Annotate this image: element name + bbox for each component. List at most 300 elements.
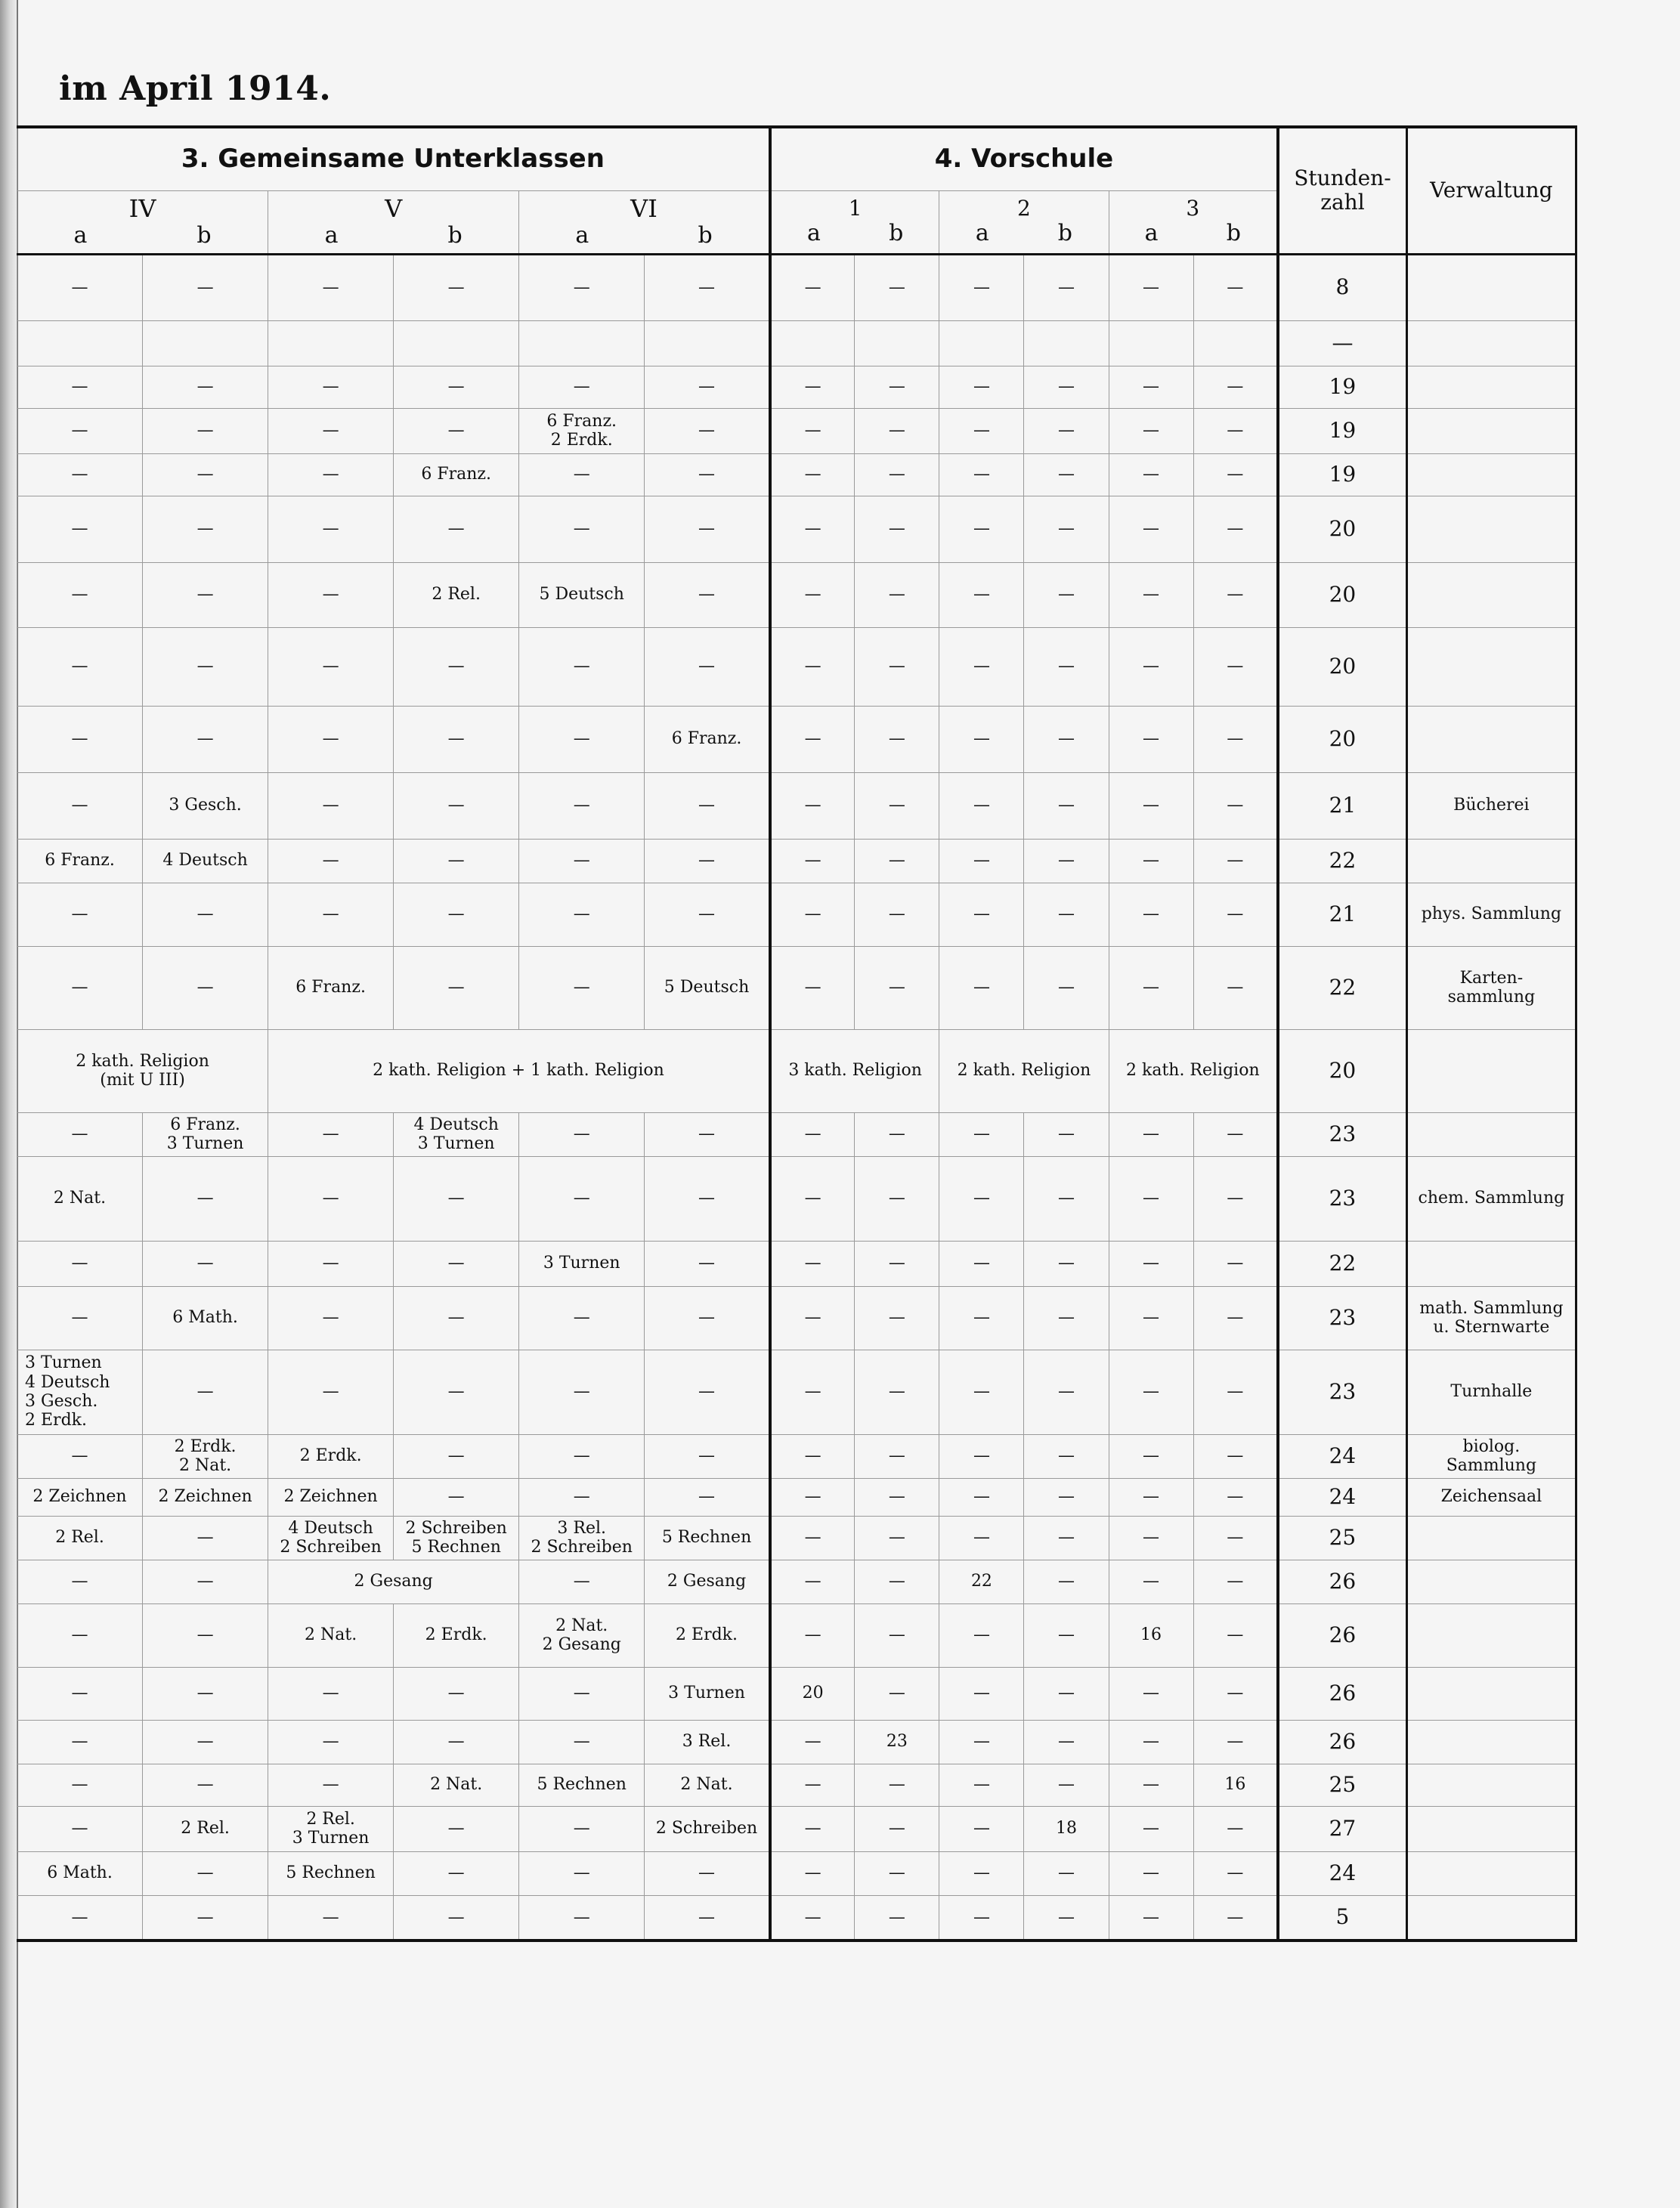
cell-vi-b: 5 Deutsch — [645, 946, 770, 1029]
cell-vi-a: — — [519, 366, 645, 408]
cell-vs2-b: — — [1024, 627, 1109, 706]
cell-vs2-b: — — [1024, 453, 1109, 496]
cell-iv-b: 3 Gesch. — [143, 772, 268, 839]
cell-vi-a: — — [519, 706, 645, 772]
cell-vs3-a: — — [1109, 627, 1193, 706]
cell-vi-b: 5 Rechnen — [645, 1516, 770, 1560]
cell-vorschule-2-religion: 2 kath. Religion — [939, 1029, 1109, 1112]
cell-vs2-b: — — [1024, 946, 1109, 1029]
verwaltung-value — [1406, 1851, 1576, 1895]
stundenzahl-value: — — [1278, 320, 1406, 366]
cell-vs2-b: — — [1024, 1350, 1109, 1434]
cell-vs2-b: — — [1024, 1667, 1109, 1720]
cell-vs3-a: — — [1109, 1241, 1193, 1286]
verwaltung-value — [1406, 1603, 1576, 1667]
cell-vi-b: — — [645, 562, 770, 627]
cell-vi-a: — — [519, 1720, 645, 1764]
cell-v-a: — — [268, 1720, 394, 1764]
cell-vs3-a — [1109, 320, 1193, 366]
cell-vs1-b: — — [855, 254, 939, 320]
cell-vs2-a: — — [939, 946, 1024, 1029]
verwaltung-value — [1406, 408, 1576, 453]
stundenzahl-value: 5 — [1278, 1895, 1406, 1941]
cell-vs1-b: — — [855, 1112, 939, 1156]
cell-v-b: 2 Erdk. — [394, 1603, 519, 1667]
cell-vs2-a: — — [939, 1603, 1024, 1667]
cell-iv-b: 2 Zeichnen — [143, 1478, 268, 1516]
class-iv-a: a — [73, 221, 88, 249]
table-row — [17, 883, 1576, 946]
cell-vs1-a: — — [770, 1516, 855, 1560]
table-row — [17, 946, 1576, 1029]
cell-vi-b: — — [645, 1350, 770, 1434]
cell-v-a: — — [268, 1350, 394, 1434]
cell-vi-a: — — [519, 772, 645, 839]
cell-iv-b: 2 Erdk. 2 Nat. — [143, 1434, 268, 1478]
cell-vi-a: — — [519, 496, 645, 562]
cell-vorschule-1: — — [770, 1560, 855, 1603]
cell-vs3-b: — — [1193, 366, 1278, 408]
cell-iv-b: — — [143, 1851, 268, 1895]
stundenzahl-value: 27 — [1278, 1806, 1406, 1851]
table-row — [17, 408, 1576, 453]
cell-vs1-a: — — [770, 946, 855, 1029]
cell-vs3-b: — — [1193, 1603, 1278, 1667]
cell-v-a: — — [268, 1286, 394, 1350]
cell-iv-a: 3 Turnen 4 Deutsch 3 Gesch. 2 Erdk. — [17, 1350, 143, 1434]
cell-vs3-b: — — [1193, 1895, 1278, 1941]
cell-vs2-a: — — [939, 254, 1024, 320]
cell-iv-a: — — [17, 1895, 143, 1941]
cell-vs3-b: — — [1193, 706, 1278, 772]
verwaltung-value — [1406, 1112, 1576, 1156]
table-row — [17, 1806, 1576, 1851]
stundenzahl-value: 25 — [1278, 1764, 1406, 1806]
cell-v-b: — — [394, 366, 519, 408]
cell-vs2-b: — — [1024, 839, 1109, 883]
cell-vs1-b: — — [855, 946, 939, 1029]
cell-vs1-b: — — [855, 562, 939, 627]
cell-v-a: — — [268, 706, 394, 772]
cell-iv-b: — — [143, 946, 268, 1029]
cell-vs3-a: — — [1109, 1851, 1193, 1895]
vorschule-2-b: b — [1057, 220, 1072, 247]
table-row — [17, 1560, 1576, 1603]
cell-iv-a: 6 Franz. — [17, 839, 143, 883]
group-vorschule: 4. Vorschule — [770, 127, 1278, 190]
cell-vi-b: 3 Rel. — [645, 1720, 770, 1764]
cell-vi-b: 2 Nat. — [645, 1764, 770, 1806]
stundenzahl-value: 22 — [1278, 946, 1406, 1029]
cell-vs3-a: — — [1109, 1350, 1193, 1434]
cell-vi-b: — — [645, 1434, 770, 1478]
cell-vs3-b: — — [1193, 408, 1278, 453]
cell-v-b: — — [394, 408, 519, 453]
cell-iv-b: — — [143, 1156, 268, 1241]
verwaltung-value — [1406, 366, 1576, 408]
cell-vi-a: — — [519, 883, 645, 946]
cell-v-a: — — [268, 627, 394, 706]
table-row — [17, 453, 1576, 496]
cell-vs2-b — [1024, 320, 1109, 366]
stundenzahl-value: 19 — [1278, 366, 1406, 408]
cell-vs1-b: — — [855, 1667, 939, 1720]
cell-v-b: 2 Schreiben 5 Rechnen — [394, 1516, 519, 1560]
cell-vi-b: — — [645, 883, 770, 946]
stundenzahl-header-line1: Stunden- — [1294, 165, 1391, 191]
cell-v-a: — — [268, 1667, 394, 1720]
cell-vs2-a: — — [939, 1720, 1024, 1764]
cell-iv-b: — — [143, 1560, 268, 1603]
cell-v-a: — — [268, 453, 394, 496]
cell-vi-b: 2 Gesang — [645, 1560, 770, 1603]
cell-vs1-b: — — [855, 366, 939, 408]
cell-iv-b: — — [143, 453, 268, 496]
cell-vi-a: 2 Nat. 2 Gesang — [519, 1603, 645, 1667]
cell-vs3-a: — — [1109, 1516, 1193, 1560]
cell-iv-b: — — [143, 562, 268, 627]
cell-vs3-b: — — [1193, 1241, 1278, 1286]
cell-v-a: — — [268, 408, 394, 453]
verwaltung-value — [1406, 839, 1576, 883]
cell-vs1-b: — — [855, 1478, 939, 1516]
cell-v-a: 2 Nat. — [268, 1603, 394, 1667]
header-groups-row — [17, 127, 1576, 190]
cell-v-a: — — [268, 562, 394, 627]
vorschule-1-a: a — [806, 220, 821, 247]
vorschule-2-label: 2 — [1017, 196, 1031, 221]
cell-vs1-a: — — [770, 1895, 855, 1941]
cell-v-a: — — [268, 1895, 394, 1941]
cell-vs1-a: — — [770, 627, 855, 706]
cell-iv-a — [17, 320, 143, 366]
cell-iv-a: — — [17, 1286, 143, 1350]
cell-vi-a: 3 Rel. 2 Schreiben — [519, 1516, 645, 1560]
verwaltung-value — [1406, 1806, 1576, 1851]
vorschule-3-header — [1109, 190, 1278, 254]
verwaltung-value — [1406, 1720, 1576, 1764]
cell-vs1-a — [770, 320, 855, 366]
cell-vi-a: — — [519, 627, 645, 706]
cell-vs3-b: — — [1193, 1434, 1278, 1478]
cell-vs1-b: — — [855, 883, 939, 946]
cell-v-a: 4 Deutsch 2 Schreiben — [268, 1516, 394, 1560]
cell-v-b: — — [394, 1350, 519, 1434]
cell-vs1-b: — — [855, 627, 939, 706]
cell-vi-b: 2 Erdk. — [645, 1603, 770, 1667]
cell-vs3-a: 16 — [1109, 1603, 1193, 1667]
cell-vi-b: — — [645, 1895, 770, 1941]
cell-v-b: 2 Rel. — [394, 562, 519, 627]
cell-vs1-b: — — [855, 1241, 939, 1286]
cell-v-a — [268, 320, 394, 366]
cell-vs2-b: — — [1024, 1434, 1109, 1478]
verwaltung-value: Bücherei — [1406, 772, 1576, 839]
stundenzahl-header — [1278, 127, 1406, 254]
cell-vs1-b: — — [855, 453, 939, 496]
stundenzahl-value: 19 — [1278, 453, 1406, 496]
cell-vs3-a: — — [1109, 408, 1193, 453]
cell-iv-a: — — [17, 1603, 143, 1667]
table-row — [17, 1286, 1576, 1350]
verwaltung-value — [1406, 254, 1576, 320]
cell-v-b: — — [394, 1720, 519, 1764]
verwaltung-value: math. Sammlung u. Sternwarte — [1406, 1286, 1576, 1350]
cell-vs2-b: — — [1024, 366, 1109, 408]
cell-vi-b: — — [645, 1156, 770, 1241]
table-row — [17, 1350, 1576, 1434]
cell-vs2-a: — — [939, 839, 1024, 883]
verwaltung-value — [1406, 1895, 1576, 1941]
cell-vs3-a: — — [1109, 1895, 1193, 1941]
cell-iv-b: — — [143, 883, 268, 946]
cell-iv-a: — — [17, 627, 143, 706]
group-gemeinsame-unterklassen: 3. Gemeinsame Unterklassen — [17, 127, 770, 190]
cell-vs1-a: — — [770, 408, 855, 453]
verwaltung-value — [1406, 1764, 1576, 1806]
cell-vi-b: 6 Franz. — [645, 706, 770, 772]
cell-v-gesang: 2 Gesang — [268, 1560, 519, 1603]
cell-iv-a: — — [17, 408, 143, 453]
cell-vs1-a: — — [770, 1286, 855, 1350]
cell-iv-a: — — [17, 562, 143, 627]
table-row — [17, 1895, 1576, 1941]
cell-vs1-b: — — [855, 1350, 939, 1434]
verwaltung-value — [1406, 320, 1576, 366]
cell-iv-b: — — [143, 408, 268, 453]
cell-v-b: — — [394, 496, 519, 562]
cell-vs2-b: — — [1024, 772, 1109, 839]
vorschule-1-b: b — [889, 220, 904, 247]
cell-vs2-b: — — [1024, 254, 1109, 320]
cell-vs3-b: — — [1193, 1806, 1278, 1851]
cell-iv-b — [143, 320, 268, 366]
cell-iv-a: — — [17, 496, 143, 562]
cell-vs3-a: — — [1109, 1667, 1193, 1720]
cell-v-b: — — [394, 946, 519, 1029]
cell-vi-a: 3 Turnen — [519, 1241, 645, 1286]
cell-vs1-a: — — [770, 1434, 855, 1478]
cell-v-b: 2 Nat. — [394, 1764, 519, 1806]
cell-vs3-b: — — [1193, 627, 1278, 706]
cell-vs3-a: — — [1109, 1156, 1193, 1241]
cell-iv-a: — — [17, 706, 143, 772]
cell-vs2-b: — — [1024, 408, 1109, 453]
cell-v-b: — — [394, 772, 519, 839]
verwaltung-value: biolog. Sammlung — [1406, 1434, 1576, 1478]
cell-vs1-a: — — [770, 1156, 855, 1241]
cell-vs2-a: — — [939, 496, 1024, 562]
stundenzahl-value: 26 — [1278, 1560, 1406, 1603]
cell-v-b: 4 Deutsch 3 Turnen — [394, 1112, 519, 1156]
cell-vi-b: — — [645, 496, 770, 562]
stundenzahl-value: 23 — [1278, 1156, 1406, 1241]
cell-v-b — [394, 320, 519, 366]
cell-vs1-b: — — [855, 1895, 939, 1941]
cell-vs2-b: — — [1024, 1241, 1109, 1286]
vorschule-1-label: 1 — [848, 196, 862, 221]
vorschule-2-header — [939, 190, 1109, 254]
cell-vi-a: — — [519, 946, 645, 1029]
cell-vs1-a: — — [770, 366, 855, 408]
cell-vs2-a: — — [939, 453, 1024, 496]
table-row — [17, 1112, 1576, 1156]
cell-v-a: — — [268, 366, 394, 408]
stundenzahl-value: 24 — [1278, 1478, 1406, 1516]
cell-vi-b: — — [645, 254, 770, 320]
cell-vi-a: — — [519, 254, 645, 320]
cell-vs2-b: — — [1024, 1720, 1109, 1764]
cell-vs2-b: — — [1024, 562, 1109, 627]
cell-vs1-a: — — [770, 1350, 855, 1434]
cell-iv-a: 2 Rel. — [17, 1516, 143, 1560]
cell-vs2-b: — — [1024, 496, 1109, 562]
cell-vs3-b: — — [1193, 1350, 1278, 1434]
cell-iv-a: — — [17, 772, 143, 839]
table-row — [17, 1241, 1576, 1286]
cell-vs1-b: — — [855, 1603, 939, 1667]
cell-vi-a: — — [519, 1851, 645, 1895]
stundenzahl-value: 26 — [1278, 1720, 1406, 1764]
table-row — [17, 627, 1576, 706]
cell-vs3-a: — — [1109, 946, 1193, 1029]
cell-vi-a: — — [519, 1156, 645, 1241]
cell-vs3-a: — — [1109, 1112, 1193, 1156]
cell-vs2-a: — — [939, 1156, 1024, 1241]
cell-vi-a: — — [519, 1478, 645, 1516]
cell-vs3-b: — — [1193, 946, 1278, 1029]
cell-vs1-b: — — [855, 1516, 939, 1560]
stundenzahl-value: 22 — [1278, 1241, 1406, 1286]
cell-v-b: — — [394, 627, 519, 706]
cell-v-b: — — [394, 706, 519, 772]
verwaltung-value — [1406, 1560, 1576, 1603]
verwaltung-value: Karten- sammlung — [1406, 946, 1576, 1029]
cell-vs1-a: — — [770, 1241, 855, 1286]
table-row — [17, 1667, 1576, 1720]
vorschule-3-a: a — [1144, 220, 1159, 247]
table-row — [17, 1603, 1576, 1667]
cell-vs2-a: — — [939, 1350, 1024, 1434]
stundenzahl-value: 8 — [1278, 254, 1406, 320]
cell-iv-b: — — [143, 706, 268, 772]
stundenzahl-header-line2: zahl — [1320, 190, 1365, 215]
cell-vs1-a: — — [770, 1806, 855, 1851]
cell-vs3-b: — — [1193, 562, 1278, 627]
cell-vs2-b: — — [1024, 1156, 1109, 1241]
stundenzahl-value: 23 — [1278, 1286, 1406, 1350]
table-row — [17, 562, 1576, 627]
cell-v-b: — — [394, 1241, 519, 1286]
cell-vi-a: — — [519, 1895, 645, 1941]
cell-vi-b: — — [645, 1112, 770, 1156]
cell-v-b: — — [394, 1434, 519, 1478]
cell-v-a: — — [268, 772, 394, 839]
cell-iv-a: 6 Math. — [17, 1851, 143, 1895]
cell-iv-a: 2 Nat. — [17, 1156, 143, 1241]
verwaltung-value — [1406, 1241, 1576, 1286]
page-heading: im April 1914. — [59, 70, 332, 108]
cell-iv-b: — — [143, 627, 268, 706]
cell-vs1-b: — — [855, 408, 939, 453]
verwaltung-value — [1406, 496, 1576, 562]
cell-v-a: 2 Zeichnen — [268, 1478, 394, 1516]
verwaltung-value — [1406, 453, 1576, 496]
cell-vs3-a: — — [1109, 496, 1193, 562]
cell-iv-b: — — [143, 1350, 268, 1434]
cell-v-vi-religion: 2 kath. Religion + 1 kath. Religion — [268, 1029, 770, 1112]
verwaltung-value — [1406, 627, 1576, 706]
verwaltung-value — [1406, 562, 1576, 627]
cell-iv-a: — — [17, 1667, 143, 1720]
table-row — [17, 1434, 1576, 1478]
cell-v-a: — — [268, 839, 394, 883]
cell-vs1-b: — — [855, 1806, 939, 1851]
cell-v-b: — — [394, 1478, 519, 1516]
cell-vs2-a: — — [939, 1112, 1024, 1156]
cell-v-b: — — [394, 254, 519, 320]
cell-vorschule-3: 22 — [939, 1560, 1024, 1603]
cell-vi-b: — — [645, 772, 770, 839]
cell-vi-b — [645, 320, 770, 366]
cell-iv-a: — — [17, 1560, 143, 1603]
class-iv-header — [17, 190, 268, 254]
table-row — [17, 254, 1576, 320]
verwaltung-value — [1406, 1667, 1576, 1720]
cell-iv-b: — — [143, 1764, 268, 1806]
cell-vs3-a: — — [1109, 883, 1193, 946]
stundenzahl-value: 20 — [1278, 706, 1406, 772]
cell-vs3-a: — — [1109, 1806, 1193, 1851]
cell-vs1-b: — — [855, 1851, 939, 1895]
class-vi-label: VI — [630, 193, 657, 223]
cell-vs1-a: — — [770, 772, 855, 839]
cell-vi-b: 2 Schreiben — [645, 1806, 770, 1851]
cell-vs1-a: — — [770, 883, 855, 946]
cell-vs1-b: — — [855, 1434, 939, 1478]
table-row — [17, 496, 1576, 562]
cell-vs1-a: — — [770, 706, 855, 772]
cell-vs3-b: — — [1193, 254, 1278, 320]
cell-iv-b: — — [143, 1241, 268, 1286]
cell-vs3-a: — — [1109, 1764, 1193, 1806]
cell-v-a: 2 Rel. 3 Turnen — [268, 1806, 394, 1851]
cell-vs3-b: — — [1193, 1851, 1278, 1895]
table-row — [17, 1516, 1576, 1560]
table-row — [17, 1851, 1576, 1895]
cell-v-b: 6 Franz. — [394, 453, 519, 496]
cell-vs1-a: — — [770, 1720, 855, 1764]
cell-vs3-a: — — [1109, 1434, 1193, 1478]
class-iv-label: IV — [128, 193, 156, 223]
class-vi-a: a — [575, 221, 589, 249]
stundenzahl-value: 20 — [1278, 562, 1406, 627]
cell-vs1-a: — — [770, 562, 855, 627]
cell-vs2-a — [939, 320, 1024, 366]
stundenzahl-value: 26 — [1278, 1603, 1406, 1667]
cell-vs2-a: — — [939, 1241, 1024, 1286]
cell-v-b: — — [394, 1851, 519, 1895]
cell-iv-a: — — [17, 366, 143, 408]
cell-vi-a: — — [519, 453, 645, 496]
cell-vorschule-4: — — [1024, 1560, 1109, 1603]
table-row — [17, 706, 1576, 772]
cell-vs2-a: — — [939, 1895, 1024, 1941]
table-row — [17, 366, 1576, 408]
cell-iv-b: — — [143, 1516, 268, 1560]
cell-v-a: — — [268, 1764, 394, 1806]
cell-vi-b: — — [645, 627, 770, 706]
